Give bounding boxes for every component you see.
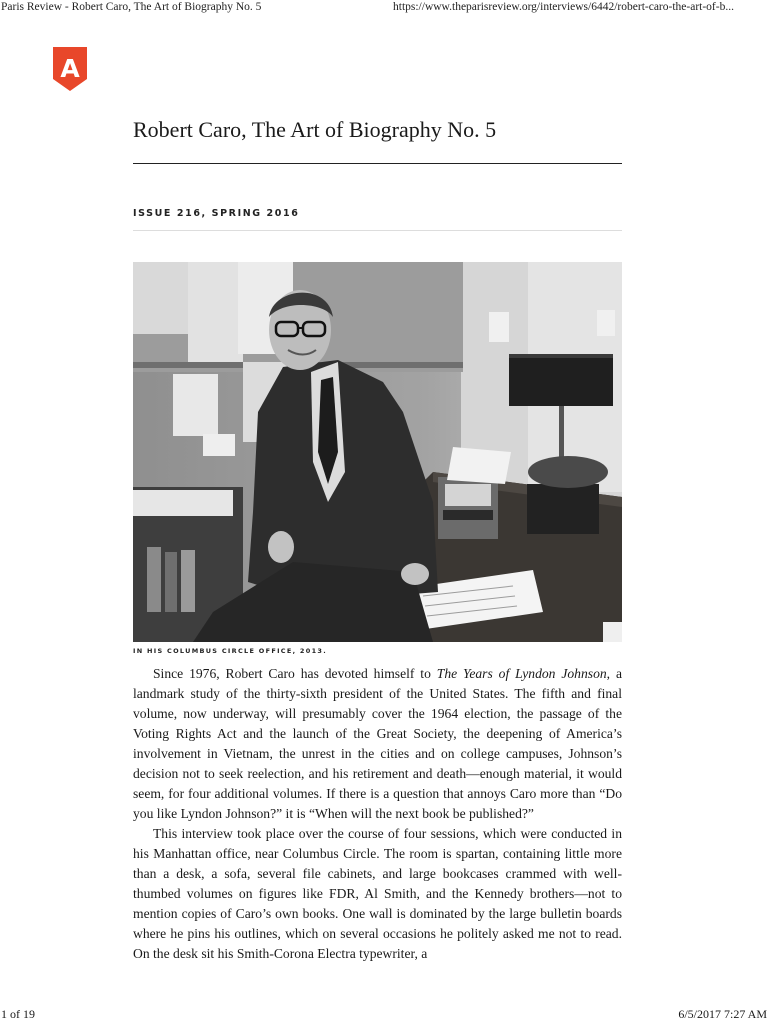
book-title-link: The Years of Lyndon Johnson (436, 666, 607, 681)
paris-review-logo-icon[interactable] (51, 45, 89, 93)
body-paragraph-2: This interview took place over the course of four sessions, which were conducted in his Manhattan office, near Columbus Circle. The room is spartan, containing little more than a desk, a sofa, several file cabinets, and large bookcases crammed with well-thumbed volumes on figures like FDR, Al Smith, and the Kennedy brothers—not to mention copies of Caro’s own books. One wall is dominated by the large bulletin boards where he pins his outlines, which on several occasions he politely asked me not to read. On the desk sit his Smith-Corona Electra typewriter, a (133, 826, 622, 961)
author-photo (133, 262, 622, 642)
photo-caption: IN HIS COLUMBUS CIRCLE OFFICE, 2013. (133, 647, 327, 655)
issue-label[interactable]: ISSUE 216, SPRING 2016 (133, 208, 300, 219)
body-paragraph-1 (133, 664, 622, 824)
article-title: Robert Caro, The Art of Biography No. 5 (133, 117, 497, 142)
p1-after: , a landmark study of the thirty-sixth president of the United States. The fifth and final volume, now underway, will presumably cover the 1964 election, the passage of the Voting Rights Act and the launch of the Great Society, the deepening of America’s involvement in Vietnam, the unrest in the cities and on college campuses, Johnson’s decision not to seek reelection, and his retirement and death—enough material, it would seem, for four additional volumes. If there is a question that annoys Caro more than “Do you like Lyndon Johnson?” it is “When will the next book be published?” (133, 666, 622, 821)
article-body (133, 664, 622, 964)
issue-divider (133, 230, 622, 231)
logo-letter: A (60, 54, 80, 83)
print-page-title: Paris Review - Robert Caro, The Art of Biography No. 5 (1, 1, 262, 13)
page-counter: 1 of 19 (1, 1007, 35, 1021)
title-divider (133, 163, 622, 164)
print-header (0, 0, 768, 16)
print-datetime: 6/5/2017 7:27 AM (678, 1007, 767, 1021)
print-page-url[interactable]: https://www.theparisreview.org/interviews/6442/robert-caro-the-art-of-b... (393, 1, 734, 13)
p1-before: Since 1976, Robert Caro has devoted himself to (153, 666, 437, 681)
